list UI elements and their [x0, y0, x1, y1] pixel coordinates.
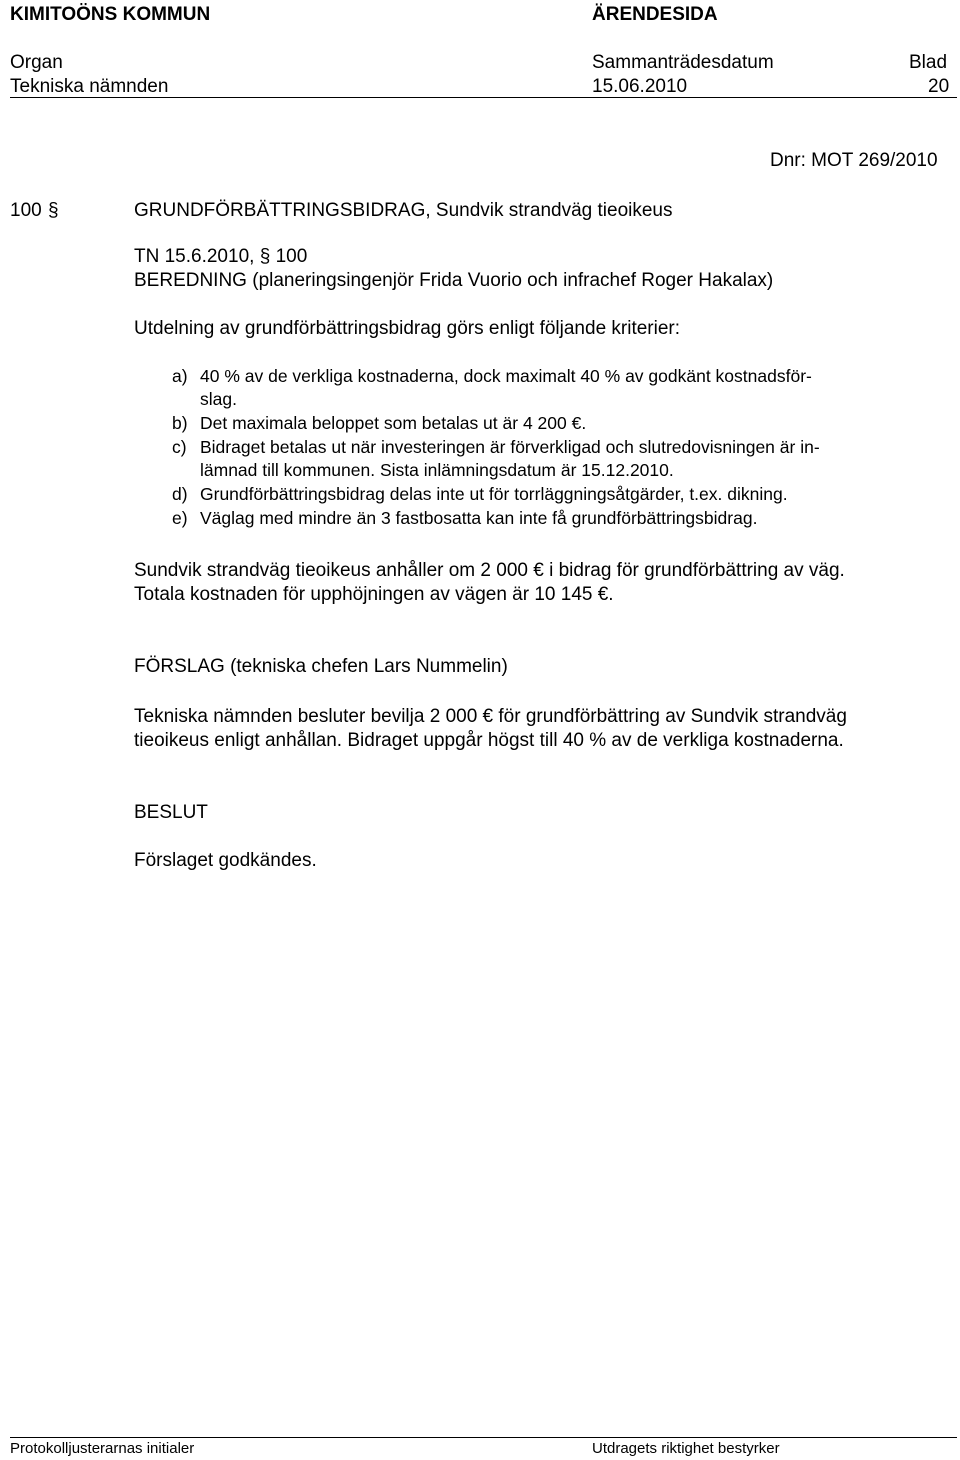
criterion-a-line-2: slag.: [200, 389, 237, 409]
criterion-b-line-1: Det maximala beloppet som betalas ut är 4 200 €.: [200, 413, 587, 433]
application-line-2: Totala kostnaden för upphöjningen av vägen är 10 145 €.: [134, 584, 614, 605]
criteria-intro: Utdelning av grundförbättringsbidrag görs enligt följande kriterier:: [134, 318, 681, 339]
reference-number: 100: [275, 246, 308, 267]
criterion-c-marker: c): [172, 437, 187, 457]
item-title: GRUNDFÖRBÄTTRINGSBIDRAG, Sundvik strandväg tieoikeus: [134, 200, 673, 221]
diary-number: Dnr: MOT 269/2010: [770, 150, 938, 171]
criterion-c-line-1: Bidraget betalas ut när investeringen är förverkligad och slutredovisningen är in-: [200, 437, 820, 457]
decision-text: Förslaget godkändes.: [134, 850, 317, 871]
reference-date: TN 15.6.2010,: [134, 246, 255, 267]
footer-rule: [10, 1437, 957, 1438]
municipality-name: KIMITOÖNS KOMMUN: [10, 4, 211, 25]
meeting-date-value: 15.06.2010: [592, 76, 688, 97]
decision-heading: BESLUT: [134, 802, 208, 823]
organ-value: Tekniska nämnden: [10, 76, 169, 97]
reference-section-symbol: §: [259, 246, 271, 267]
criterion-e-marker: e): [172, 508, 188, 528]
organ-label: Organ: [10, 52, 63, 73]
item-number: 100: [10, 200, 42, 221]
proposal-line-2: tieoikeus enligt anhållan. Bidraget uppgår högst till 40 % av de verkliga kostnaderna.: [134, 730, 844, 751]
criterion-c-line-2: lämnad till kommunen. Sista inlämningsdatum är 15.12.2010.: [200, 460, 674, 480]
criterion-a-marker: a): [172, 366, 188, 386]
section-symbol: §: [48, 200, 59, 221]
reference-line: [134, 245, 307, 269]
criterion-d-line-1: Grundförbättringsbidrag delas inte ut för torrläggningsåtgärder, t.ex. dikning.: [200, 484, 788, 504]
preparation-line: BEREDNING (planeringsingenjör Frida Vuorio och infrachef Roger Hakalax): [134, 270, 774, 291]
criterion-a-line-1: 40 % av de verkliga kostnaderna, dock maximalt 40 % av godkänt kostnadsför-: [200, 366, 812, 386]
page-label: Blad: [909, 52, 948, 73]
criterion-d-marker: d): [172, 484, 188, 504]
page-number: 20: [928, 76, 950, 97]
criterion-b-marker: b): [172, 413, 188, 433]
footer-initials-label: Protokolljusterarnas initialer: [10, 1440, 195, 1457]
proposal-line-1: Tekniska nämnden besluter bevilja 2 000 € för grundförbättring av Sundvik strandväg: [134, 706, 847, 727]
footer-certification-label: Utdragets riktighet bestyrker: [592, 1440, 780, 1457]
proposal-heading: FÖRSLAG (tekniska chefen Lars Nummelin): [134, 656, 508, 677]
meeting-date-label: Sammanträdesdatum: [592, 52, 774, 73]
document-type: ÄRENDESIDA: [592, 4, 718, 25]
criterion-e-line-1: Väglag med mindre än 3 fastbosatta kan inte få grundförbättringsbidrag.: [200, 508, 758, 528]
application-line-1: Sundvik strandväg tieoikeus anhåller om 2 000 € i bidrag för grundförbättring av väg.: [134, 560, 845, 581]
header-rule: [10, 97, 957, 98]
